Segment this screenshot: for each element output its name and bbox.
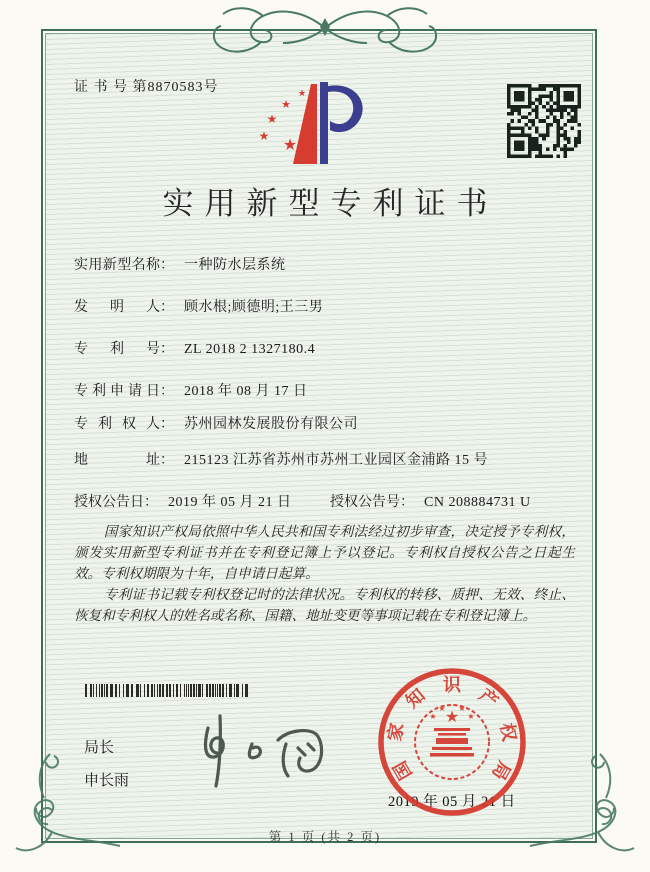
field-colon: ： xyxy=(144,495,158,510)
field-value: 一种防水层系统 xyxy=(184,258,286,273)
field-row-name xyxy=(74,254,286,274)
svg-text:产: 产 xyxy=(475,684,502,712)
field-label: 专利号 xyxy=(74,342,160,357)
svg-text:★: ★ xyxy=(297,89,307,99)
signature xyxy=(190,710,340,792)
field-label: 发明人 xyxy=(74,300,160,315)
svg-text:★: ★ xyxy=(444,707,460,726)
field-row-address xyxy=(74,449,488,469)
officer-title: 局长 xyxy=(84,740,115,756)
field-value: 苏州园林发展股份有限公司 xyxy=(184,417,358,432)
field-row-patentee xyxy=(74,413,358,433)
svg-text:国: 国 xyxy=(389,757,416,784)
svg-text:★: ★ xyxy=(438,704,446,713)
qr-code xyxy=(507,84,581,158)
svg-text:局: 局 xyxy=(488,757,515,784)
svg-text:★: ★ xyxy=(266,112,278,126)
certificate-title: 实用新型专利证书 xyxy=(162,186,499,221)
field-row-patent-number xyxy=(74,338,315,358)
officer-block xyxy=(84,732,129,798)
field-colon: ： xyxy=(160,258,174,273)
field-value: 2018 年 08 月 17 日 xyxy=(184,384,308,399)
grant-date-value: 2019 年 05 月 21 日 xyxy=(168,495,292,510)
field-colon: ： xyxy=(160,384,174,399)
legal-paragraph-2: 专利证书记载专利权登记时的法律状况。专利权的转移、质押、无效、终止、恢复和专利权人的姓名或名称、国籍、地址变更等事项记载在专利登记簿上。 xyxy=(74,587,575,623)
seal-date: 2019 年 05 月 21 日 xyxy=(388,794,516,810)
svg-text:★: ★ xyxy=(282,135,298,154)
svg-text:家: 家 xyxy=(384,721,408,743)
field-row-filing-date xyxy=(74,380,308,400)
grant-number-label: 授权公告号 xyxy=(330,495,400,510)
svg-text:权: 权 xyxy=(496,721,520,743)
svg-text:★: ★ xyxy=(458,704,466,713)
svg-text:★: ★ xyxy=(429,712,437,721)
svg-text:★: ★ xyxy=(467,712,475,721)
field-label: 实用新型名称 xyxy=(74,258,160,273)
field-label: 地址 xyxy=(74,453,160,468)
grant-number-value: CN 208884731 U xyxy=(424,495,531,510)
svg-text:知: 知 xyxy=(402,684,429,712)
field-colon: ： xyxy=(160,342,174,357)
svg-text:识: 识 xyxy=(443,675,461,695)
field-value: 顾水根;顾德明;王三男 xyxy=(184,300,324,315)
field-label: 专利申请日 xyxy=(74,384,160,399)
field-colon: ： xyxy=(160,300,174,315)
certificate-number: 证 书 号 第8870583号 xyxy=(74,80,219,95)
grant-date-label: 授权公告日 xyxy=(74,495,144,510)
field-value: ZL 2018 2 1327180.4 xyxy=(184,342,316,357)
legal-paragraph-1: 国家知识产权局依照中华人民共和国专利法经过初步审查，决定授予专利权，颁发实用新型专利证书并在专利登记簿上予以登记。专利权自授权公告之日起生效。专利权期限为十年，自申请日起算。 xyxy=(74,524,575,581)
barcode xyxy=(85,684,251,697)
legal-text xyxy=(74,521,575,626)
officer-name: 申长雨 xyxy=(84,773,130,789)
page-number: 第 1 页 (共 2 页) xyxy=(268,830,382,844)
field-colon: ： xyxy=(400,495,414,510)
field-value: 215123 江苏省苏州市苏州工业园区金浦路 15 号 xyxy=(184,453,488,468)
svg-text:★: ★ xyxy=(281,98,291,111)
field-colon: ： xyxy=(160,453,174,468)
field-colon: ： xyxy=(160,417,174,432)
field-label: 专利权人 xyxy=(74,417,160,432)
field-row-inventors xyxy=(74,296,323,316)
field-row-grant xyxy=(74,491,531,511)
svg-text:★: ★ xyxy=(258,129,270,143)
cnipa-logo-icon xyxy=(253,78,373,168)
